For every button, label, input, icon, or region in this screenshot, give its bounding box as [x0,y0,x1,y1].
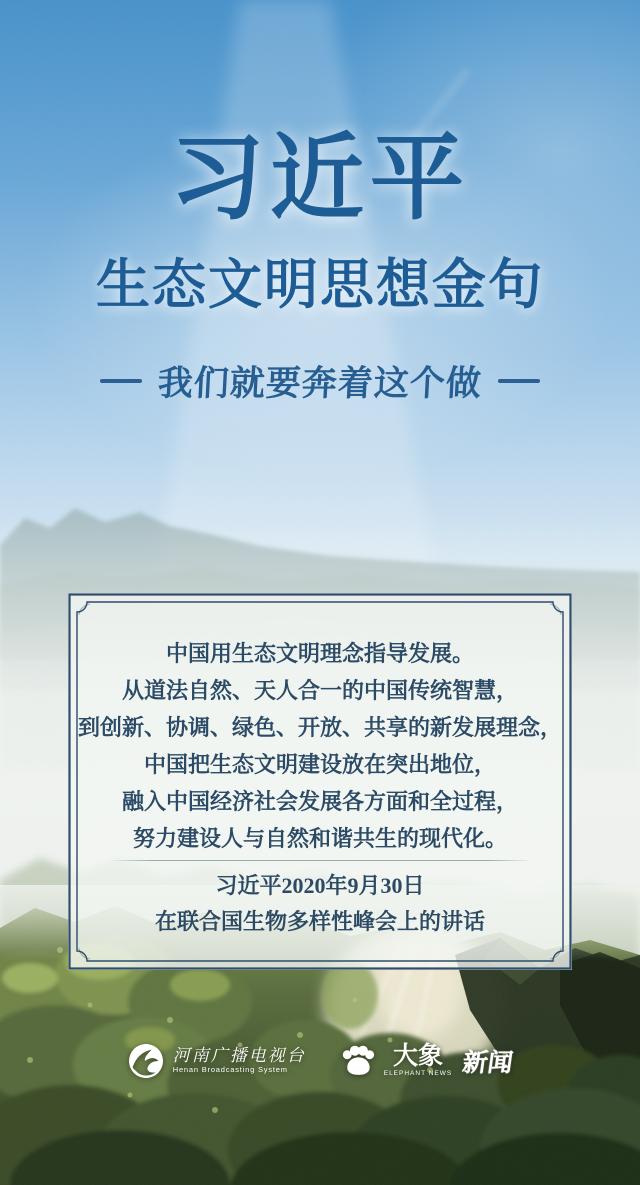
quote-box [68,593,572,970]
quote-divider [108,860,531,861]
attribution-event: 在联合国生物多样性峰会上的讲话 [154,909,485,934]
quote-content [68,593,572,970]
tagline [0,358,640,404]
elephant-news-logo [340,1043,514,1079]
attribution-date: 习近平2020年9月30日 [215,873,425,898]
tagline-dash-right [498,379,540,383]
henan-broadcasting-logo [127,1042,306,1080]
elephant-logo-en-name: ELEPHANT NEWS [383,1070,453,1078]
quote-line: 中国用生态文明理念指导发展。 [165,641,474,666]
tagline-dash-left [100,379,142,383]
tagline-text: 我们就要奔着这个做 [156,364,483,403]
henan-logo-en-name: Henan Broadcasting System [172,1065,288,1074]
quote-line: 融入中国经济社会发展各方面和全过程， [121,789,518,814]
poster-subtitle: 生态文明思想金句 [96,255,544,315]
hntv-circle-icon [127,1042,165,1080]
poster-title: 习近平 [169,127,470,231]
quote-line: 努力建设人与自然和谐共生的现代化。 [132,826,507,851]
henan-logo-text [173,1047,306,1075]
elephant-logo-cn-primary: 大象 [392,1042,443,1071]
henan-logo-cn-name: 河南广播电视台 [172,1046,306,1065]
quote-line: 到创新、协调、绿色、开放、共享的新发展理念， [77,715,562,740]
quote-line: 中国把生态文明建设放在突出地位， [143,752,496,777]
elephant-logo-main [384,1044,453,1078]
elephant-logo-cn-secondary: 新闻 [461,1049,515,1077]
elephant-paw-icon [340,1044,376,1078]
quote-line: 从道法自然、天人合一的中国传统智慧， [121,678,518,703]
footer-logos [0,1036,640,1086]
